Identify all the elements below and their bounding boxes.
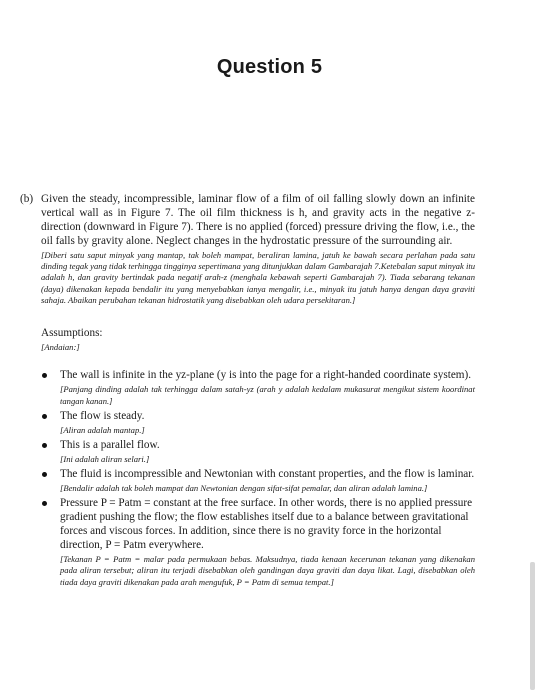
assumptions-list	[41, 369, 475, 588]
assumption-malay: [Ini adalah aliran selari.]	[60, 453, 150, 464]
assumption-english: The flow is steady.	[60, 409, 145, 422]
assumptions-label-malay: [Andaian:]	[41, 342, 80, 353]
part-b-body	[41, 193, 475, 588]
assumption-english: The wall is infinite in the yz-plane (y is into the page for a right-handed coordinate system).	[60, 369, 472, 382]
assumption-english: This is a parallel flow.	[60, 439, 160, 452]
assumption-english: The fluid is incompressible and Newtonian with constant properties, and the flow is laminar.	[60, 468, 475, 481]
assumption-item	[41, 439, 475, 465]
assumption-malay: [Aliran adalah mantap.]	[60, 424, 145, 435]
assumption-item	[41, 369, 475, 407]
assumptions-label: Assumptions:	[41, 327, 103, 340]
assumption-english: Pressure P = Patm = constant at the free surface. In other words, there is no applied pressure gradient pushing the flow; the flow establishes itself due to a balance between gravitational forces and viscous forces. In addition, since there is no gravity force in the horizontal direction, P = Patm everywhere.	[60, 497, 473, 552]
assumption-item	[41, 468, 475, 494]
question-title: Question 5	[216, 56, 323, 78]
bullet-icon	[42, 373, 47, 378]
bullet-icon	[42, 443, 47, 448]
assumptions-section	[41, 327, 475, 588]
part-b-english: Given the steady, incompressible, laminar flow of a film of oil falling slowly down an infinite vertical wall as in Figure 7. The oil film thickness is h, and gravity acts in the negative z-direction (downward in Figure 7). There is no applied (forced) pressure driving the flow, i.e., the oil falls by gravity alone. Neglect changes in the hydrostatic pressure of the surrounding air.	[41, 193, 475, 247]
bullet-icon	[42, 414, 47, 419]
assumption-malay: [Tekanan P = Patm = malar pada permukaan bebas. Maksudnya, tiada kenaan kecerunan tekanan yang dikenakan pada aliran tersebut; aliran itu terjadi disebabkan oleh gandingan daya graviti dan daya likat. Lagi, disebabkan oleh tiada daya graviti dikenakan pada arah mengufuk, P = Patm di semua tempat.]	[60, 554, 475, 587]
assumption-malay: [Panjang dinding adalah tak terhingga dalam satah-yz (arah y adalah kedalam mukasurat mengikut sistem koordinat tangan kanan.]	[60, 384, 475, 406]
bullet-icon	[42, 472, 47, 477]
part-b-label: (b)	[20, 193, 34, 205]
part-b-malay: [Diberi satu saput minyak yang mantap, tak boleh mampat, beraliran lamina, jatuh ke bawah secara perlahan pada satu dinding tegak yang tidak terhingga tingginya sepertimana yang ditunjukkan dalam Gambarajah 7.Ketebalan saput minyak itu adalah h, dan gravity bertindak pada negatif arah-z (menghala kebawah seperti Gambarajah 7). Tiada sebarang tekanan (daya) dikenakan kepada bendalir itu yang menyebabkan ianya mengalir, i.e., minyak itu jatuh hanya dengan daya graviti sahaja. Abaikan perubahan tekanan hidrostatik yang disebabkan oleh udara persekitaran.]	[41, 249, 476, 305]
question-part-b	[20, 193, 475, 591]
assumption-item	[41, 410, 475, 436]
assumption-malay: [Bendalir adalah tak boleh mampat dan Newtonian dengan sifat-sifat pemalar, dan aliran adalah lamina.]	[60, 483, 428, 494]
bullet-icon	[42, 501, 47, 506]
assumption-item	[41, 497, 475, 588]
vertical-scrollbar[interactable]	[530, 562, 535, 690]
